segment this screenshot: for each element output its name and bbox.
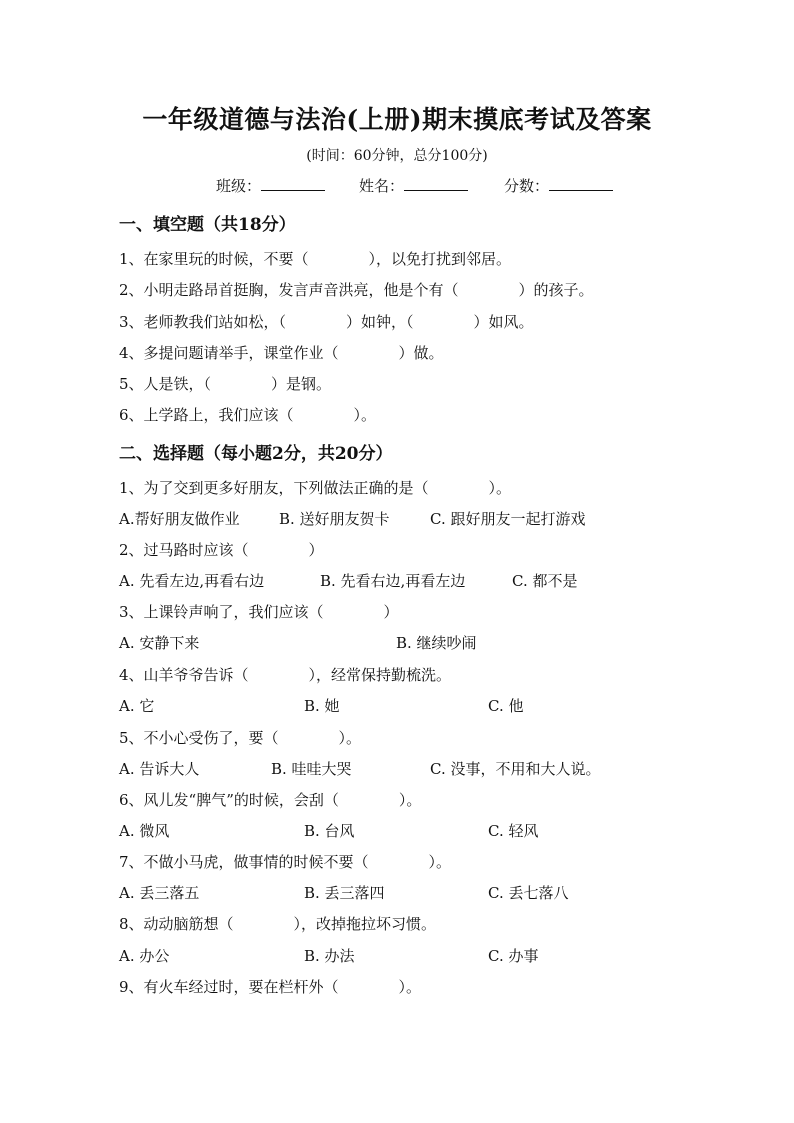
choice-question: 1、为了交到更多好朋友，下列做法正确的是（ ）。 <box>119 479 512 497</box>
fill-question: 6、上学路上，我们应该（ ）。 <box>119 406 377 424</box>
choice-options <box>119 508 719 530</box>
option-b[interactable]: B. 继续吵闹 <box>396 634 477 652</box>
option-b[interactable]: B. 台风 <box>304 822 355 840</box>
option-b[interactable]: B. 送好朋友贺卡 <box>279 510 390 528</box>
class-blank[interactable] <box>261 176 325 191</box>
option-b[interactable]: B. 办法 <box>304 947 355 965</box>
option-c[interactable]: C. 都不是 <box>512 572 578 590</box>
name-field <box>359 175 468 196</box>
name-blank[interactable] <box>404 176 468 191</box>
option-c[interactable]: C. 轻风 <box>488 822 539 840</box>
option-a[interactable]: A. 安静下来 <box>119 634 200 652</box>
option-c[interactable]: C. 丢七落八 <box>488 884 569 902</box>
choice-options <box>119 820 719 842</box>
option-a[interactable]: A. 先看左边,再看右边 <box>119 572 265 590</box>
option-c[interactable]: C. 他 <box>488 697 524 715</box>
choice-question: 6、风儿发“脾气”的时候，会刮（ ）。 <box>119 791 422 809</box>
name-label: 姓名： <box>359 177 405 195</box>
choice-options <box>119 882 719 904</box>
fill-question: 3、老师教我们站如松，（ ）如钟，（ ）如风。 <box>119 313 534 331</box>
choice-question: 3、上课铃声响了，我们应该（ ） <box>119 603 399 621</box>
choice-question: 9、有火车经过时，要在栏杆外（ ）。 <box>119 978 422 996</box>
option-b[interactable]: B. 她 <box>304 697 340 715</box>
option-a[interactable]: A. 它 <box>119 697 155 715</box>
fill-question: 4、多提问题请举手，课堂作业（ ）做。 <box>119 344 444 362</box>
choice-options <box>119 945 719 967</box>
fill-question: 1、在家里玩的时候，不要（ ），以免打扰到邻居。 <box>119 250 512 268</box>
option-a[interactable]: A. 办公 <box>119 947 170 965</box>
score-label: 分数： <box>504 177 550 195</box>
option-a[interactable]: A.帮好朋友做作业 <box>119 510 240 528</box>
option-c[interactable]: C. 跟好朋友一起打游戏 <box>430 510 586 528</box>
option-a[interactable]: A. 告诉大人 <box>119 760 200 778</box>
class-label: 班级： <box>216 177 262 195</box>
option-c[interactable]: C. 没事，不用和大人说。 <box>430 760 601 778</box>
option-b[interactable]: B. 哇哇大哭 <box>271 760 352 778</box>
score-blank[interactable] <box>549 176 613 191</box>
choice-question: 7、不做小马虎，做事情的时候不要（ ）。 <box>119 853 452 871</box>
option-b[interactable]: B. 丢三落四 <box>304 884 385 902</box>
choice-options <box>119 632 719 654</box>
choice-question: 4、山羊爷爷告诉（ ），经常保持勤梳洗。 <box>119 666 452 684</box>
option-b[interactable]: B. 先看右边,再看左边 <box>320 572 466 590</box>
choice-options <box>119 695 719 717</box>
score-field <box>504 175 613 196</box>
section-choice-heading: 二、选择题（每小题2分，共20分） <box>119 444 393 464</box>
option-a[interactable]: A. 微风 <box>119 822 170 840</box>
choice-options <box>119 570 719 592</box>
exam-time-info: (时间：60分钟，总分100分) <box>306 148 488 164</box>
choice-question: 8、动动脑筋想（ ），改掉拖拉坏习惯。 <box>119 915 437 933</box>
fill-question: 2、小明走路昂首挺胸，发言声音洪亮，他是个有（ ）的孩子。 <box>119 281 594 299</box>
page-title: 一年级道德与法治(上册)期末摸底考试及答案 <box>142 105 652 134</box>
option-a[interactable]: A. 丢三落五 <box>119 884 200 902</box>
class-field <box>216 175 325 196</box>
choice-options <box>119 758 719 780</box>
option-c[interactable]: C. 办事 <box>488 947 539 965</box>
choice-question: 2、过马路时应该（ ） <box>119 541 324 559</box>
section-fill-blank-heading: 一、填空题（共18分） <box>119 215 296 235</box>
choice-question: 5、不小心受伤了，要（ ）。 <box>119 729 362 747</box>
fill-question: 5、人是铁，（ ）是钢。 <box>119 375 332 393</box>
